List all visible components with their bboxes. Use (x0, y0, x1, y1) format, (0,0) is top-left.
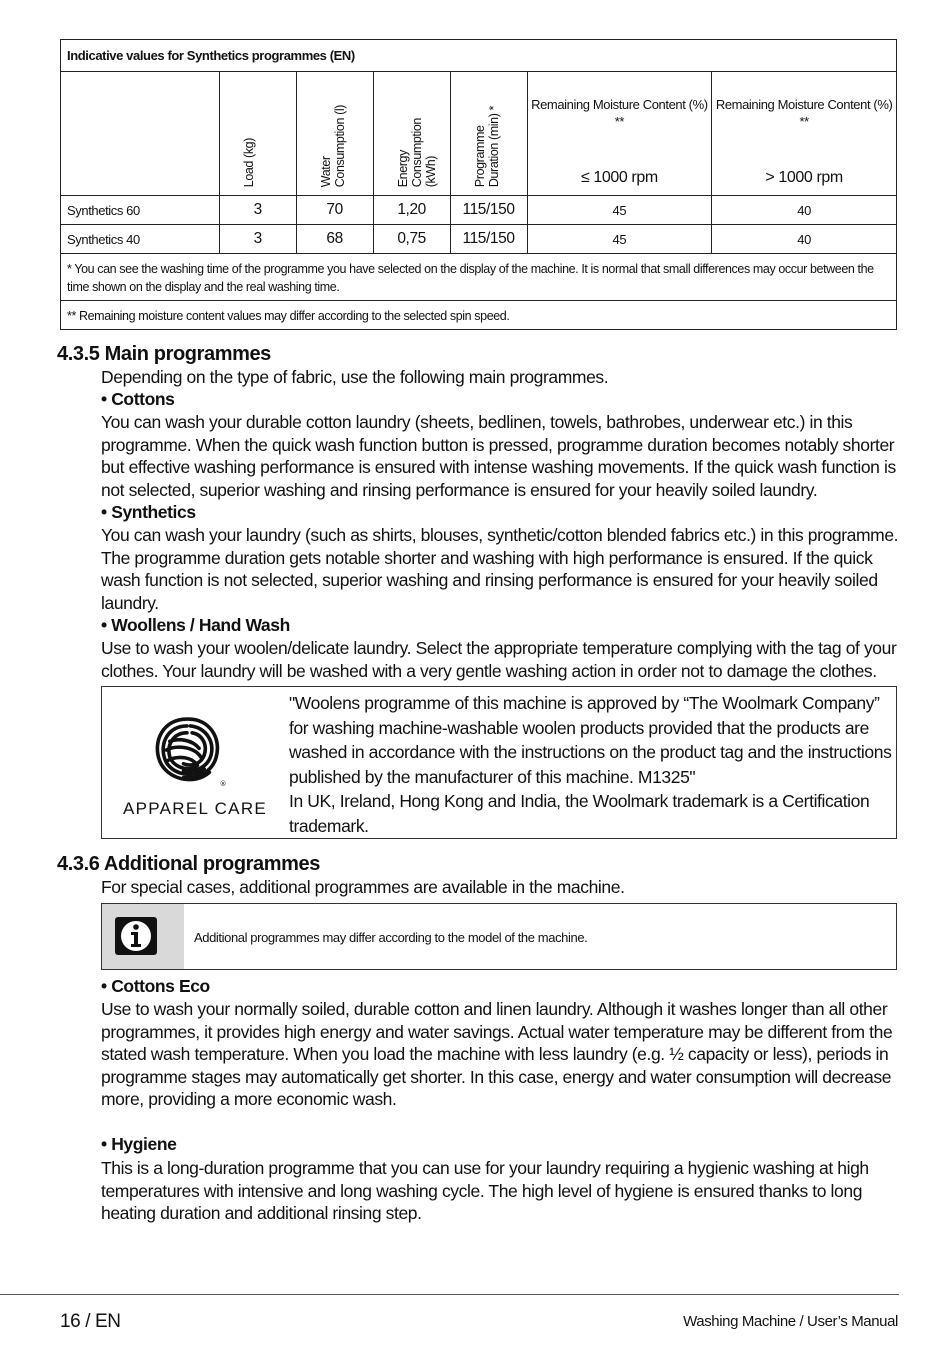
info-note-text: Additional programmes may differ according to the model of the machine. (194, 930, 588, 945)
cottons-eco-title: • Cottons Eco (101, 976, 210, 996)
main-intro: Depending on the type of fabric, use the following main programmes. (101, 367, 609, 387)
table-row: Synthetics 40 3 68 0,75 115/150 45 40 (61, 225, 897, 254)
header-rmc-low: Remaining Moisture Content (%) ** ≤ 1000 rpm (527, 72, 712, 196)
header-duration: Programme Duration (min) * (450, 72, 527, 196)
woollens-title: • Woollens / Hand Wash (101, 615, 290, 635)
page-number: 16 / EN (60, 1311, 121, 1332)
apparel-care-label: APPAREL CARE (122, 799, 268, 818)
cottons-title: • Cottons (101, 389, 175, 409)
woolmark-box (101, 686, 897, 839)
woollens-text: Use to wash your woolen/delicate laundry. Select the appropriate temperature complying with the tag of your clothes. Your laundry will be washed with a very gentle washing action in order not to damage the clothes. (101, 638, 897, 681)
cottons-text: You can wash your durable cotton laundry (sheets, bedlinen, towels, bathrobes, underwear etc.) in this programme. When the quick wash function button is pressed, programme duration becomes notably shorter but effective washing performance is ensured with intense washing movements. If the quick wash function is not selected, superior washing and rinsing performance is ensured for your heavily soiled laundry. (101, 412, 896, 500)
synthetics-text: You can wash your laundry (such as shirts, blouses, synthetic/cotton blended fabrics etc.) in this programme. The programme duration gets notable shorter and washing with high performance is ensured. If the quick wash function is not selected, superior washing and rinsing performance is ensured for your heavily soiled laundry. (101, 525, 899, 613)
table-note-moisture: ** Remaining moisture content values may differ according to the selected spin speed. (61, 301, 897, 330)
info-icon-panel (102, 904, 184, 969)
hygiene-text: This is a long-duration programme that you can use for your laundry requiring a hygienic washing at high temperatures with intensive and long washing cycle. The high level of hygiene is ensured thanks to long heating duration and additional rinsing step. (101, 1158, 869, 1224)
hygiene-title: • Hygiene (101, 1134, 177, 1154)
woolmark-approval-text: "Woolens programme of this machine is approved by “The Woolmark Company” for washing machine-washable woolen products provided that the products are washed in accordance with the instructions on the product tag and the instructions published by the manufacturer of this machine. M1325" (289, 693, 892, 787)
table-caption: Indicative values for Synthetics programmes (EN) (61, 40, 897, 72)
svg-text:®: ® (219, 780, 227, 789)
manual-title: Washing Machine / User’s Manual (683, 1313, 898, 1330)
header-empty (61, 72, 220, 196)
cottons-eco-text: Use to wash your normally soiled, durable cotton and linen laundry. Although it washes longer than all other programmes, it provides high energy and water savings. Actual water temperature may be different from the stated wash temperature. When you load the machine with less laundry (e.g. ½ capacity or less), periods in programme stages may automatically get shorter. In this case, energy and water consumption will decrease more, providing a more economic wash. (101, 999, 893, 1110)
info-icon (114, 916, 158, 956)
info-note-box (101, 903, 897, 970)
additional-intro: For special cases, additional programmes are available in the machine. (101, 877, 625, 897)
woolmark-logo-icon (144, 707, 230, 793)
header-energy: Energy Consumption (kWh) (373, 72, 450, 196)
header-load: Load (kg) (219, 72, 296, 196)
section-heading-additional: 4.3.6 Additional programmes (57, 853, 320, 875)
table-row: Synthetics 60 3 70 1,20 115/150 45 40 (61, 196, 897, 225)
table-note-duration: * You can see the washing time of the programme you have selected on the display of the machine. It is normal that small differences may occur between the time shown on the display and the real washing time. (61, 254, 897, 301)
synthetics-values-table (60, 39, 897, 330)
section-heading-main: 4.3.5 Main programmes (57, 343, 271, 365)
header-rmc-high: Remaining Moisture Content (%) ** > 1000 rpm (712, 72, 897, 196)
synthetics-title: • Synthetics (101, 502, 196, 522)
woolmark-trademark-text: In UK, Ireland, Hong Kong and India, the Woolmark trademark is a Certification trademark. (289, 791, 870, 836)
header-water: Water Consumption (l) (296, 72, 373, 196)
woolmark-text (289, 691, 893, 838)
footer-divider (0, 1294, 899, 1295)
